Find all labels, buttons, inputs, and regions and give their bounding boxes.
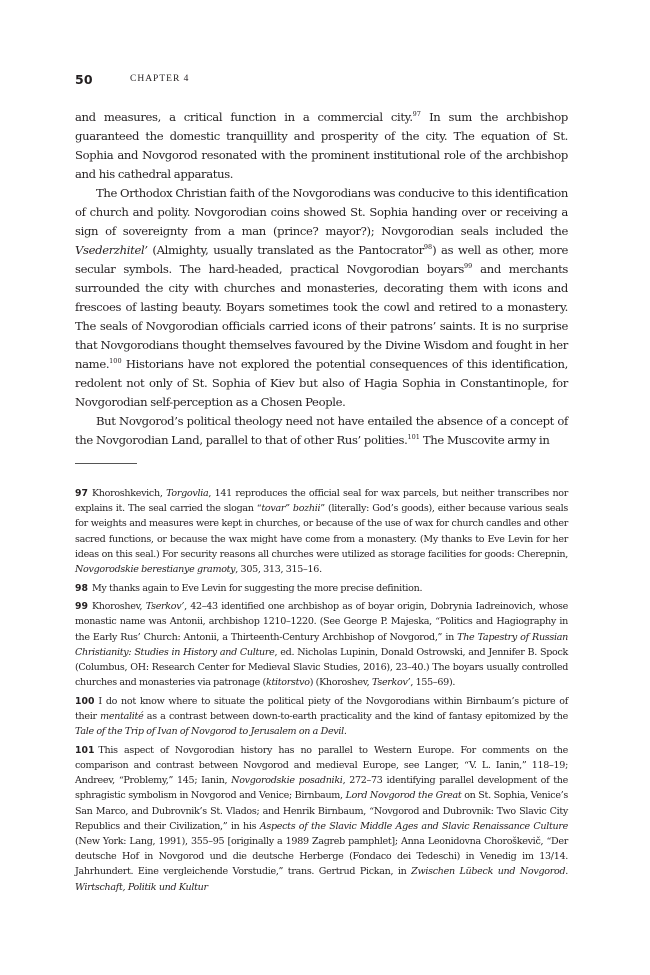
- footnote-101: 101 This aspect of Novgorodian history has no parallel to Western Europe. For comments on the comparison and contrast between Novgorod and medieval Europe, see Langer, “V. L. Ianin,” 118–19; Andreev, “Problemy,” 145; Ianin, Novgorodskie posadniki, 272–73 identifying parallel development of the sphragistic symbolism in Novgorod and Venice; Birnbaum, Lord Novgorod the Great on St. Sophia, Venice’s San Marco, and Dubrovnik’s St. Vlados; and Henrik Birnbaum, “Novgorod and Dubrovnik: Two Slavic City Republics and their Civilization,” in his Aspects of the Slavic Middle Ages and Slavic Renaissance Culture (New York: Lang, 1991), 355–95 [originally a 1989 Zagreb pamphlet]; Anna Leonidovna Choroškevič, “Der deutsche Hof in Novgorod und die deutsche Herberge (Fondaco dei Tedeschi) in Venedig im 13/14. Jahrhundert. Eine vergleichende Vorstudie,” trans. Gertrud Pickan, in Zwischen Lübeck und Novgorod. Wirtschaft, Politik und Kultur: [75, 744, 569, 893]
- footnote-number: 97: [75, 488, 88, 499]
- footnote-99: 99 Khoroshev, Tserkov’, 42–43 identified one archbishop as of boyar origin, Dobrynia Iadreinovich, whose monastic name was Antonii, archbishop 1210–1220. (See George P. Majeska, “Politics and Hagiography in the Early Rus’ Church: Antonii, a Thirteenth-Century Archbishop of Novgorod,” in The Tapestry of Russian Christianity: Studies in History and Culture, ed. Nicholas Lupinin, Donald Ostrowski, and Jennifer B. Spock (Columbus, OH: Research Center for Medieval Slavic Studies, 2016), 23–40.) The boyars usually controlled churches and monasteries via patronage (ktitorstvo) (Khoroshev, Tserkov’, 155–69).: [75, 601, 569, 689]
- footnote-divider: [75, 463, 137, 464]
- footnotes: [75, 486, 568, 895]
- paragraph-3: But Novgorod’s political theology need not have entailed the absence of a concept of the Novgorodian Land, parallel to that of other Rus’ polities.$^{101}$ The Muscovite army in: [75, 414, 568, 447]
- footnote-number: 100: [75, 695, 95, 707]
- footnote-100: 100 I do not know where to situate the political piety of the Novgorodians within Birnbaum’s picture of their mentalité as a contrast between down-to-earth practicality and the kind of fantasy epitomized by the Tale of the Trip of Ivan of Novgorod to Jerusalem on a Devil.: [75, 695, 568, 738]
- footnote-98: 98 My thanks again to Eve Levin for suggesting the more precise definition.: [75, 582, 423, 594]
- running-header: [75, 72, 568, 92]
- footnote-97: 97 Khoroshkevich, Torgovlia, 141 reproduces the official seal for wax parcels, but neither transcribes nor explains it. The seal carried the slogan “tovar” bozhii” (literally: God’s goods), either because various seals for weights and measures were kept in churches, or because of the use of wax for church candles and other sacred functions, or because the wax might have come from a monastery. (My thanks to Eve Levin for her ideas on this seal.) For security reasons all churches were utilized as storage facilities for goods: Cherepnin, Novgorodskie berestianye gramoty, 305, 313, 315–16.: [75, 488, 569, 576]
- page-number: 50: [75, 72, 93, 87]
- main-text: [75, 108, 568, 450]
- paragraph-1: and measures, a critical function in a commercial city.$^{97}$ In sum the archbishop guaranteed the domestic tranquillity and prosperity of the city. The equation of St. Sophia and Novgorod resonated with the prominent institutional role of the archbishop and his cathedral apparatus.: [75, 110, 568, 181]
- footnote-ref-100[interactable]: 100: [109, 357, 122, 365]
- chapter-label: CHAPTER 4: [130, 74, 190, 84]
- footnote-ref-101[interactable]: 101: [407, 433, 420, 441]
- footnote-ref-98[interactable]: 98: [423, 243, 433, 251]
- paragraph-2: The Orthodox Christian faith of the Novgorodians was conducive to this identification of church and polity. Novgorodian coins showed St. Sophia handing over or receiving a sign of sovereignty from a man (prince? mayor?); Novgorodian seals included the Vsederzhitel’ (Almighty, usually translated as the Pantocrator$^{98}$) as well as other, more secular symbols. The hard-headed, practical Novgorodian boyars$^{99}$ and merchants surrounded the city with churches and monasteries, decorating them with icons and frescoes of lasting beauty. Boyars sometimes took the cowl and retired to a monastery. The seals of Novgorodian officials carried icons of their patrons’ saints. It is no surprise that Novgorodians thought themselves favoured by the Divine Wisdom and fought in her name.$^{100}$ Historians have not explored the potential consequences of this identification, redolent not only of St. Sophia of Kiev but also of Hagia Sophia in Constantinople, for Novgorodian self-perception as a Chosen People.: [75, 186, 568, 409]
- footnote-ref-99[interactable]: 99: [464, 262, 473, 270]
- footnote-ref-97[interactable]: 97: [412, 110, 421, 118]
- footnote-number: 101: [75, 744, 95, 756]
- footnote-number: 99: [75, 601, 88, 613]
- footnote-number: 98: [75, 582, 88, 594]
- book-page: [75, 72, 568, 898]
